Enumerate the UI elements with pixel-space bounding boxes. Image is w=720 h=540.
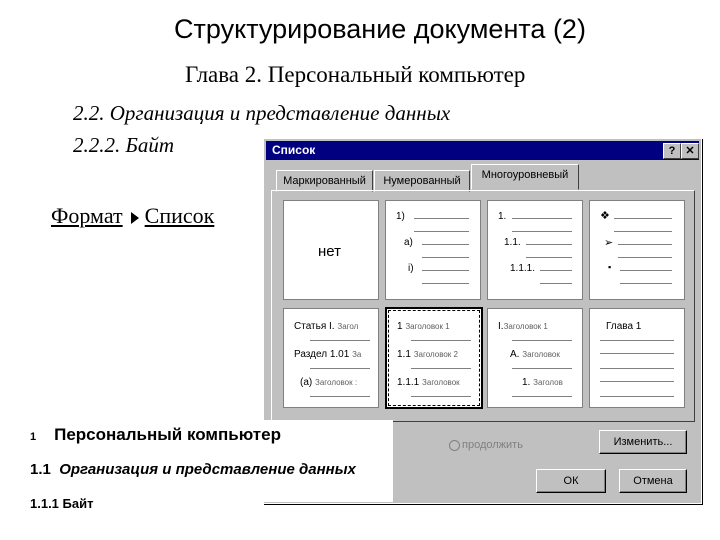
level-line — [411, 396, 471, 397]
preview-heading-3: 1.1.1 Байт — [30, 496, 94, 511]
list-style-chapter[interactable] — [589, 308, 685, 408]
list-style-none[interactable] — [283, 200, 379, 300]
level-line — [620, 283, 672, 284]
continue-radio[interactable] — [449, 440, 460, 451]
tab-multilevel[interactable]: Многоуровневый — [471, 164, 579, 190]
menu-format: Формат — [51, 203, 123, 228]
level-line — [600, 396, 674, 397]
level-line — [310, 396, 370, 397]
preview-heading-1: 1 Персональный компьютер — [30, 425, 281, 444]
list-style-heading-numbered[interactable] — [385, 307, 483, 409]
level-label: А. Заголовок — [510, 349, 560, 360]
help-button[interactable]: ? — [663, 143, 681, 159]
level-label: Статья I. Загол — [294, 321, 359, 332]
level-line — [422, 283, 469, 284]
list-style-decimal[interactable] — [487, 200, 583, 300]
level-label: 1.1. — [504, 237, 521, 248]
menu-list: Список — [144, 203, 215, 228]
level-line — [526, 257, 572, 258]
menu-path — [51, 203, 214, 229]
level-line — [600, 381, 674, 382]
list-style-roman[interactable] — [487, 308, 583, 408]
dialog-title: Список — [272, 143, 316, 157]
level-line — [422, 244, 469, 245]
level-line — [620, 270, 672, 271]
level-label: 1 Заголовок 1 — [397, 321, 450, 332]
arrow-bullet-icon: ➢ — [604, 237, 614, 249]
list-style-symbols[interactable] — [589, 200, 685, 300]
level-label: (а) Заголовок : — [300, 377, 358, 388]
section-heading: 2.2. Организация и представление данных — [73, 101, 451, 125]
level-label: 1. Заголов — [522, 377, 563, 388]
level-line — [414, 218, 469, 219]
level-line — [422, 257, 469, 258]
level-line — [512, 368, 572, 369]
tab-numbered[interactable]: Нумерованный — [374, 170, 470, 192]
list-style-article[interactable] — [283, 308, 379, 408]
level-line — [310, 368, 370, 369]
modify-button[interactable]: Изменить... — [599, 430, 687, 454]
level-line — [600, 340, 674, 341]
level-line — [411, 368, 471, 369]
level-line — [614, 231, 672, 232]
level-line — [310, 340, 370, 341]
level-line — [618, 244, 672, 245]
ok-button[interactable]: ОК — [536, 469, 606, 493]
submenu-arrow-icon — [131, 212, 139, 224]
none-label: нет — [318, 243, 341, 260]
dialog-titlebar — [266, 141, 699, 160]
tab-bulleted[interactable]: Маркированный — [276, 170, 373, 192]
square-bullet-icon: ▪ — [608, 262, 612, 272]
level-line — [540, 283, 572, 284]
level-label: I.Заголовок 1 — [498, 321, 548, 332]
level-line — [512, 340, 572, 341]
level-line — [614, 218, 672, 219]
slide-title: Структурирование документа (2) — [174, 14, 586, 44]
list-style-paren[interactable] — [385, 200, 481, 300]
level-line — [618, 257, 672, 258]
level-label: Раздел 1.01 За — [294, 349, 362, 360]
subsection-heading: 2.2.2. Байт — [73, 133, 175, 157]
level-label: a) — [404, 237, 413, 248]
level-label: i) — [408, 263, 414, 274]
level-line — [600, 353, 674, 354]
level-line — [512, 231, 572, 232]
preview-heading-2: 1.1 Организация и представление данных — [30, 461, 356, 478]
level-label: Глава 1 — [606, 321, 642, 332]
continue-label: продолжить — [462, 439, 523, 451]
level-line — [526, 244, 572, 245]
level-label: 1) — [396, 211, 405, 222]
diamond-bullet-icon: ❖ — [600, 210, 610, 222]
level-label: 1. — [498, 211, 507, 222]
level-line — [411, 340, 471, 341]
level-label: 1.1.1. — [510, 263, 536, 274]
level-line — [422, 270, 469, 271]
level-line — [540, 270, 572, 271]
level-line — [600, 368, 674, 369]
level-line — [512, 396, 572, 397]
close-button[interactable]: ✕ — [681, 143, 699, 159]
level-label: 1.1.1 Заголовок — [397, 377, 460, 388]
level-line — [414, 231, 469, 232]
level-line — [512, 218, 572, 219]
chapter-heading: Глава 2. Персональный компьютер — [185, 62, 526, 87]
cancel-button[interactable]: Отмена — [619, 469, 687, 493]
level-label: 1.1 Заголовок 2 — [397, 349, 458, 360]
